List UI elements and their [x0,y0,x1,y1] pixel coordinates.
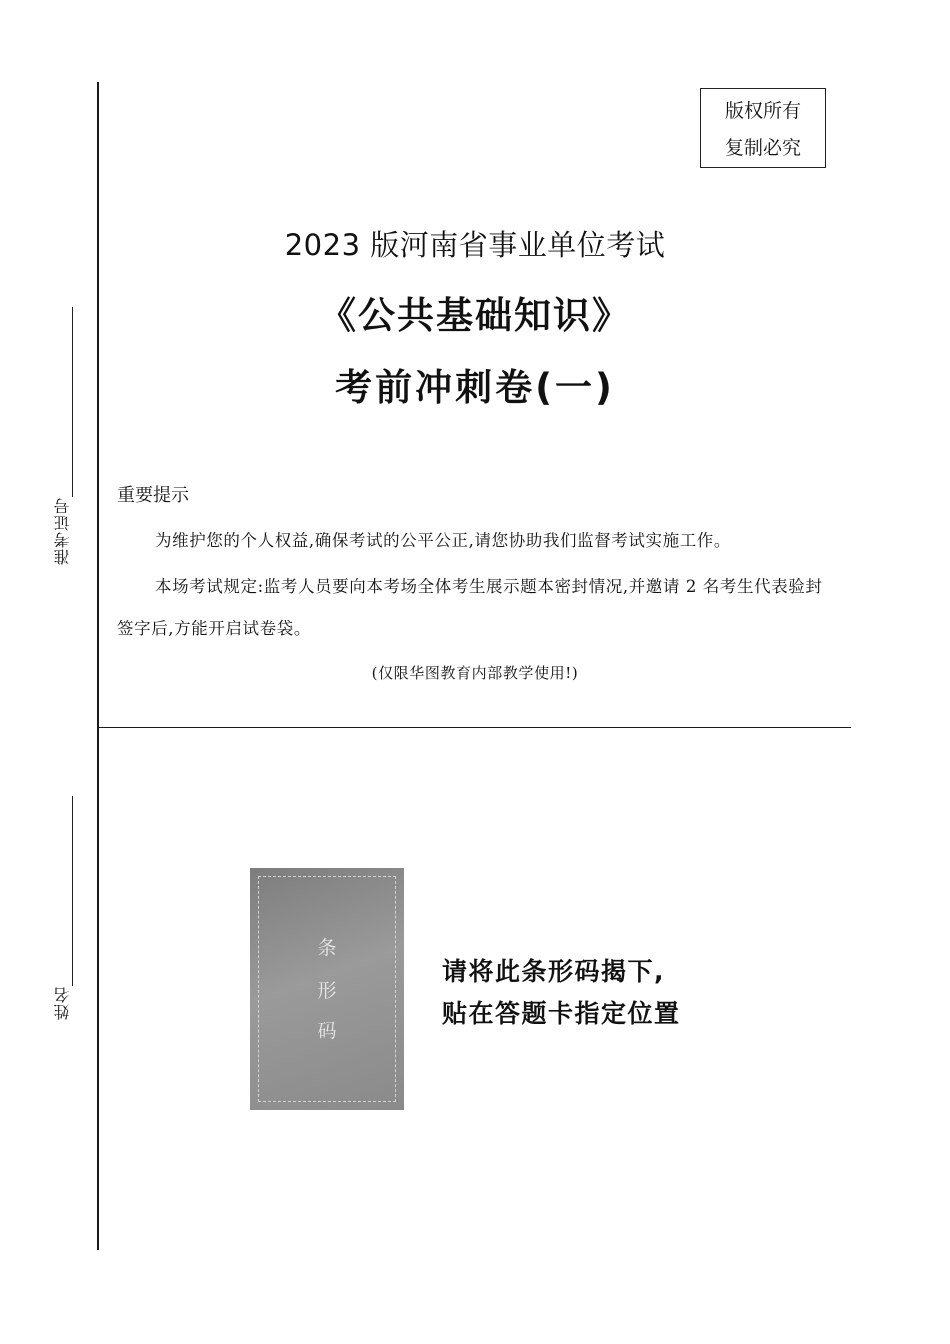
exam-title-subject: 《公共基础知识》 [319,294,631,337]
notice-paragraph-2: 本场考试规定:监考人员要向本考场全体考生展示题本密封情况,并邀请 2 名考生代表验封签字后,方能开启试卷袋。 [117,577,823,638]
exam-title-paper: 考前冲刺卷(一) [335,366,615,409]
barcode-instruction-line-2: 贴在答题卡指定位置 [442,999,681,1028]
section-divider [97,727,851,728]
barcode-sticker[interactable] [250,868,404,1110]
copyright-line-2: 复制必究 [724,137,801,159]
barcode-instruction-line-1: 请将此条形码揭下, [442,957,665,986]
exam-id-label: 准考证号 [52,497,72,565]
notice-paragraph-1: 为维护您的个人权益,确保考试的公平公正,请您协助我们监督考试实施工作。 [155,531,731,550]
name-underline[interactable] [72,796,73,986]
barcode-char-1: 条 [317,937,337,959]
exam-title-line-1: 2023 版河南省事业单位考试 [284,228,666,262]
name-label: 姓名 [52,986,72,1020]
copyright-line-1: 版权所有 [724,100,801,122]
notice-heading: 重要提示 [117,485,189,506]
barcode-char-2: 形 [317,980,337,1002]
internal-use-note: (仅限华图教育内部教学使用!) [371,664,579,682]
barcode-char-3: 码 [317,1020,337,1042]
name-field [50,770,74,1020]
copyright-box [700,88,826,168]
